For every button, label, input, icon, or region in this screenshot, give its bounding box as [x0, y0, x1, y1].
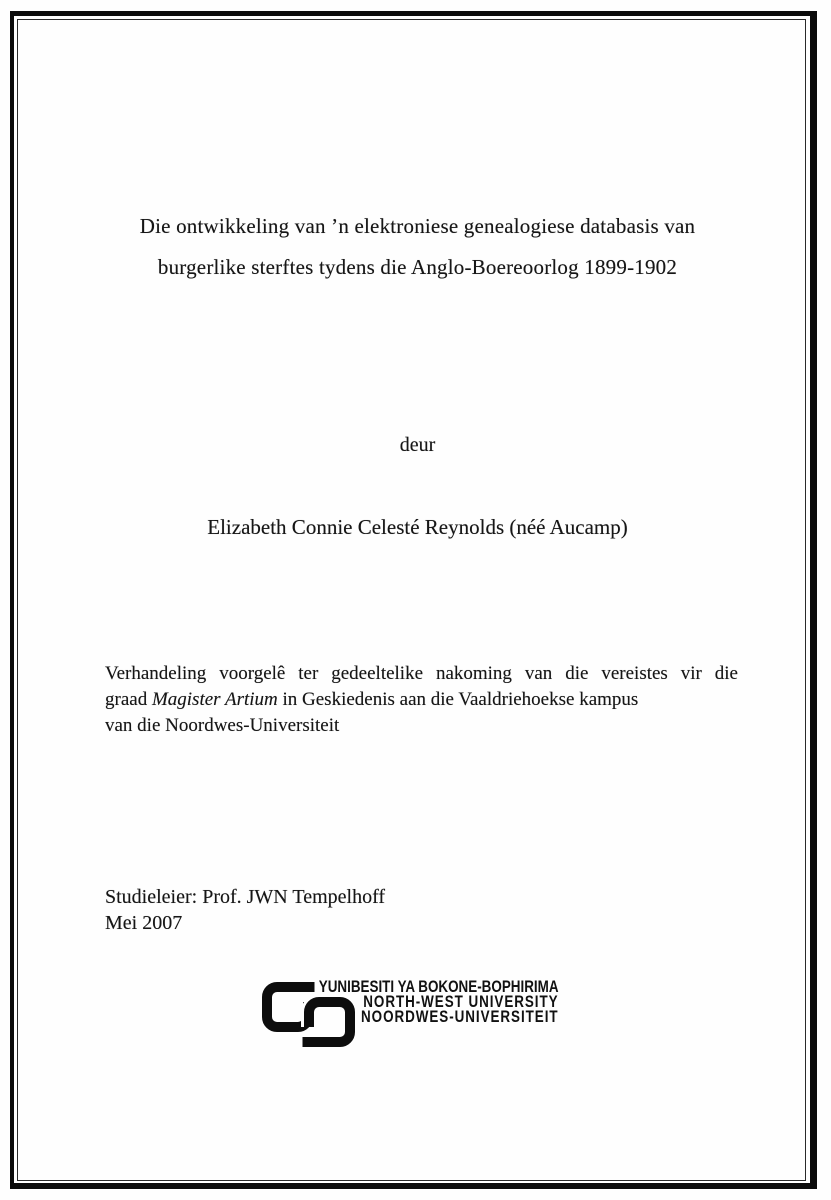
declaration-line2-prefix: graad: [105, 689, 152, 710]
thesis-title-line2: burgerlike sterftes tydens die Anglo-Boereoorlog 1899-1902: [157, 255, 678, 279]
date-line: Mei 2007: [105, 912, 183, 934]
university-name-afrikaans: NOORDWES-UNIVERSITEIT: [361, 1007, 559, 1026]
degree-declaration: [105, 661, 738, 739]
university-name-block: [319, 979, 559, 1024]
university-name-english: NORTH-WEST UNIVERSITY: [363, 992, 559, 1011]
declaration-line2: [105, 687, 738, 713]
degree-name: Magister Artium: [151, 689, 278, 710]
byline: deur: [399, 434, 436, 456]
university-name-setswana: YUNIBESITI YA BOKONE-BOPHIRIMA: [319, 977, 559, 996]
author-name: Elizabeth Connie Celesté Reynolds (néé Aucamp): [207, 515, 628, 539]
declaration-line3: van die Noordwes-Universiteit: [105, 715, 340, 736]
supervisor-line: Studieleier: Prof. JWN Tempelhoff: [105, 886, 386, 908]
declaration-line2-suffix: in Geskiedenis aan die Vaaldriehoekse kampus: [277, 689, 639, 710]
declaration-line1: Verhandeling voorgelê ter gedeeltelike nakoming van die vereistes vir die: [105, 663, 738, 684]
thesis-title: [100, 206, 735, 288]
thesis-title-line1: Die ontwikkeling van ’n elektroniese genealogiese databasis van: [139, 214, 696, 238]
supervisor-block: [105, 884, 385, 936]
